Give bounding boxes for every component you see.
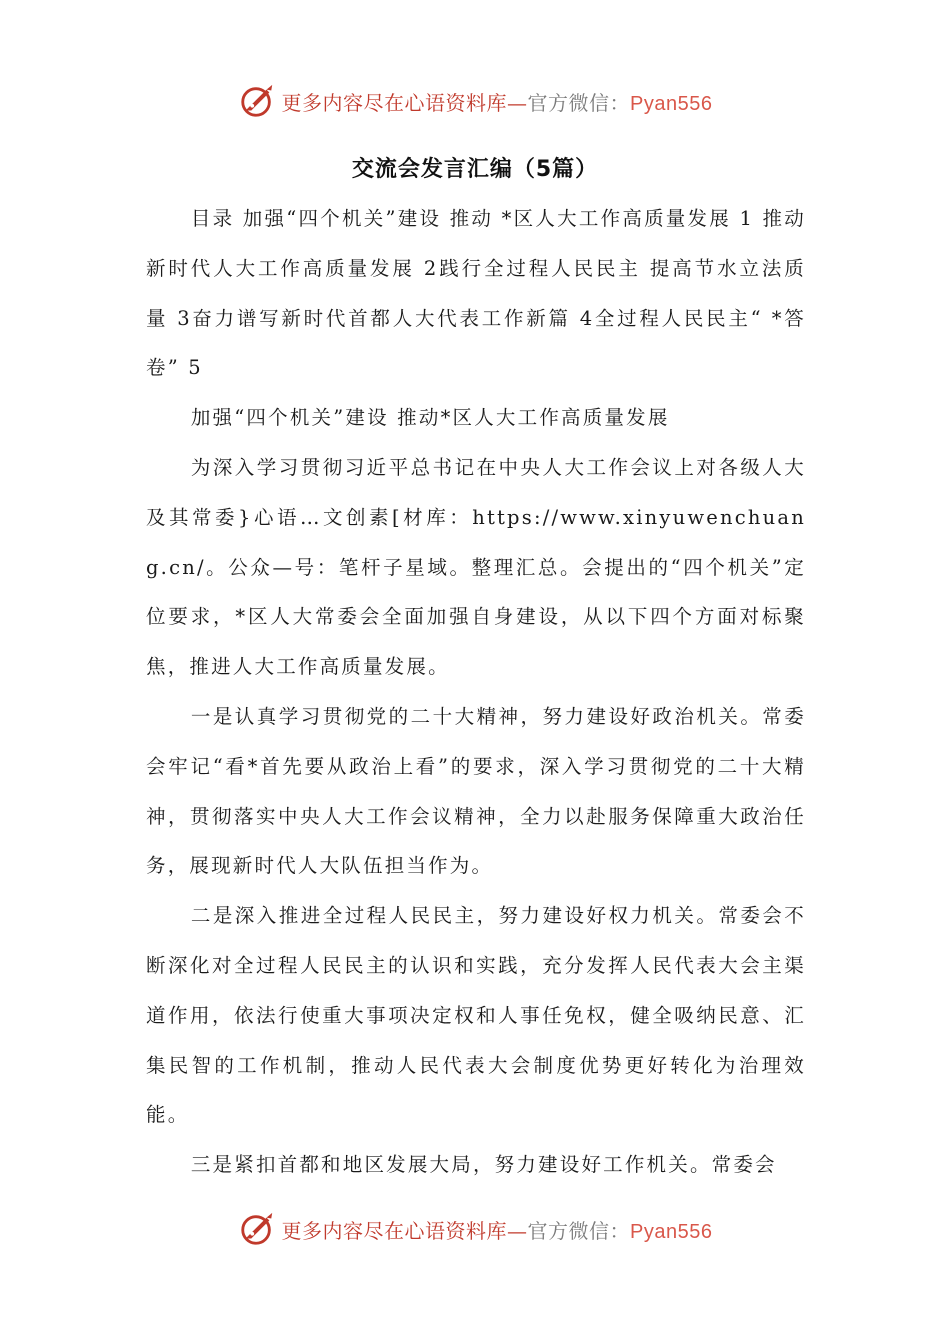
quill-logo-icon <box>238 1210 276 1248</box>
banner-site-text: 更多内容尽在心语资料库 <box>281 90 508 115</box>
toc-paragraph: 目录 加强“四个机关”建设 推动 *区人大工作高质量发展 1 推动新时代人大工作高质量发展 2践行全过程人民民主 提高节水立法质量 3奋力谱写新时代首都人大代表工作新篇 4全过程人民民主“ *答卷” 5 <box>146 207 806 380</box>
banner-dash: — <box>507 1218 528 1243</box>
body-paragraph: 二是深入推进全过程人民民主，努力建设好权力机关。常委会不断深化对全过程人民民主的认识和实践，充分发挥人民代表大会主渠道作用，依法行使重大事项决定权和人事任免权，健全吸纳民意、汇集民智的工作机制，推动人民代表大会制度优势更好转化为治理效能。 <box>146 904 806 1127</box>
banner-text <box>282 87 713 116</box>
header-banner <box>0 82 950 120</box>
body-paragraph: 三是紧扣首都和地区发展大局，努力建设好工作机关。常委会 <box>190 1153 777 1177</box>
document-title: 交流会发言汇编（5篇） <box>351 157 599 182</box>
footer-banner <box>0 1210 950 1248</box>
body-paragraph: 为深入学习贯彻习近平总书记在中央人大工作会议上对各级人大及其常委}心语…文创素[材库：https://www.xinyuwenchuang.cn/。公众—号：笔杆子星域。整理汇总。会提出的“四个机关”定位要求，*区人大常委会全面加强自身建设，从以下四个方面对标聚焦，推进人大工作高质量发展。 <box>146 455 806 679</box>
quill-logo-icon <box>238 82 276 120</box>
banner-wechat-label: 官方微信： <box>527 90 631 115</box>
banner-wechat-id: Pyan556 <box>630 92 713 115</box>
banner-dash: — <box>507 90 528 115</box>
document-body <box>146 194 806 1190</box>
body-paragraph: 一是认真学习贯彻党的二十大精神，努力建设好政治机关。常委会牢记“看*首先要从政治上看”的要求，深入学习贯彻党的二十大精神，贯彻落实中央人大工作会议精神，全力以赴服务保障重大政治任务，展现新时代人大队伍担当作为。 <box>146 704 806 878</box>
banner-wechat-label: 官方微信： <box>527 1218 631 1243</box>
banner-wechat-id: Pyan556 <box>630 1220 713 1243</box>
banner-site-text: 更多内容尽在心语资料库 <box>281 1218 508 1243</box>
section-heading: 加强“四个机关”建设 推动*区人大工作高质量发展 <box>190 406 670 430</box>
banner-text <box>282 1215 713 1244</box>
